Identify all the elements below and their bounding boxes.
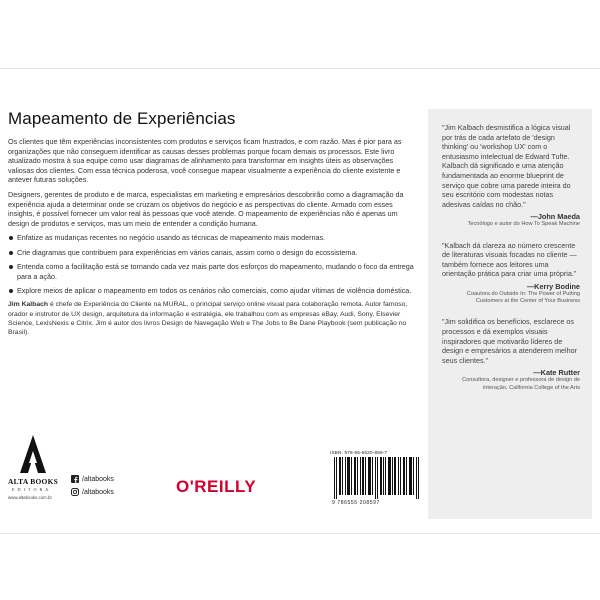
book-back-cover: [0, 68, 600, 534]
page-title: Mapeamento de Experiências: [8, 109, 236, 128]
endorser-role: Tecnólogo e autor do How To Speak Machine: [467, 221, 580, 228]
instagram-icon: [71, 488, 79, 496]
endorser-name: —Kerry Bodine: [526, 281, 580, 291]
feature-item: Explore meios de aplicar o mapeamento em todos os cenários não comerciais, como ajudar vítimas de violência doméstica.: [8, 286, 420, 295]
facebook-link[interactable]: [71, 475, 114, 483]
oreilly-logo: O'REILLY: [176, 477, 257, 496]
endorser-name: —Kate Rutter: [533, 368, 580, 378]
endorser-role: Consultora, designer e professora de design de interação, California College of the Arts: [462, 377, 580, 391]
publisher-subtitle: EDITORA: [12, 487, 52, 492]
author-name: Jim Kalbach: [8, 301, 49, 309]
isbn-number: ISBN: 978-65-5520-859-7: [330, 450, 388, 455]
publisher-logo-icon: [18, 433, 48, 475]
publisher-website[interactable]: www.altabooks.com.br: [8, 495, 52, 500]
main-column: [8, 109, 420, 337]
intro-paragraph: Os clientes que têm experiências inconsistentes com produtos e serviços ficam frustrados, e com razão. Mas é pior para as organizações que não conseguem identificar as causas desses problemas porque focam demais os processos. Este livro atualizado mostra à sua equipe como usar diagramas de alinhamento para transformar em insights úteis as observações valiosas dos clientes. Com essa técnica poderosa, você consegue mapear visualmente a experiência do cliente existente e antever futuras soluções.: [8, 137, 402, 185]
instagram-handle: /altabooks: [82, 488, 114, 496]
author-bio-text: é chefe de Experiência do Cliente na MURAL, o principal serviço online visual para colaboração remota. Autor famoso, orador e instrutor de UX design, arquitetura da informação e estratégia, ele trabalhou com as empresas eBay, Audi, Sony, Elsevier Science, LexisNexis e Citrix. Jim é autor dos livros Design de Navegação Web e The Jobs to Be Dane Playbook (sem publicação no Brasil).: [8, 301, 408, 336]
author-bio: [8, 300, 420, 337]
endorsement-quote: "Jim solidifica os benefícios, esclarece os processos e dá exemplos visuais inspiradores que motivarão líderes de design e empresários a atenderem melhor seus clientes.": [442, 317, 578, 365]
barcode-icon: [330, 457, 424, 499]
endorser-role: Coautora do Outside In: The Power of Putting Customers at the Center of Your Business: [466, 290, 580, 305]
endorsements-sidebar: [428, 109, 592, 519]
feature-item: Crie diagramas que contribuem para experiências em vários canais, assim como o design do ecossistema.: [8, 248, 420, 257]
feature-item: Enfatize as mudanças recentes no negócio usando as técnicas de mapeamento mais modernas.: [8, 233, 420, 242]
instagram-link[interactable]: [71, 488, 114, 496]
barcode-digits: 9 786555 208597: [332, 500, 380, 506]
publisher-block: [8, 433, 138, 503]
second-paragraph: Designers, gerentes de produto e de marca, especialistas em marketing e empresários descobrirão como a diagramação da experiência ajuda a determinar onde se cruzam os objetivos do negócio e as perspectivas do cliente. Armado com esses insights, é possível fornecer um valor real às pessoas que você atende. O mapeamento de experiências não é apenas um design de produtos e serviços, mas um meio de entender a condição humana.: [8, 189, 404, 228]
isbn-barcode: [330, 450, 426, 506]
endorsement-quote: "Kalbach dá clareza ao número crescente de literaturas visuais focadas no cliente — também fornece aos leitores uma orientação prática para criar uma própria.": [442, 240, 577, 279]
endorser-name: —John Maeda: [530, 212, 580, 222]
publisher-name: ALTA BOOKS: [8, 477, 59, 486]
endorsement-quote: "Jim Kalbach desmistifica a lógica visual por trás de cada artefato de 'design thinking' ou 'workshop UX' com o entusiasmo intelectual de Edward Tufte. Kalbach dá significado e uma atenção fundamentada ao enorme blueprint de serviço que cobre uma parede inteira do seu escritório com modestas notas adesivas caídas no chão.": [442, 123, 571, 209]
facebook-handle: /altabooks: [82, 475, 114, 483]
feature-item: Entenda como a facilitação está se tornando cada vez mais parte dos esforços do mapeamento, mudando o foco da entrega para a ação.: [8, 262, 420, 281]
facebook-icon: [71, 475, 79, 483]
feature-list: [8, 233, 420, 295]
